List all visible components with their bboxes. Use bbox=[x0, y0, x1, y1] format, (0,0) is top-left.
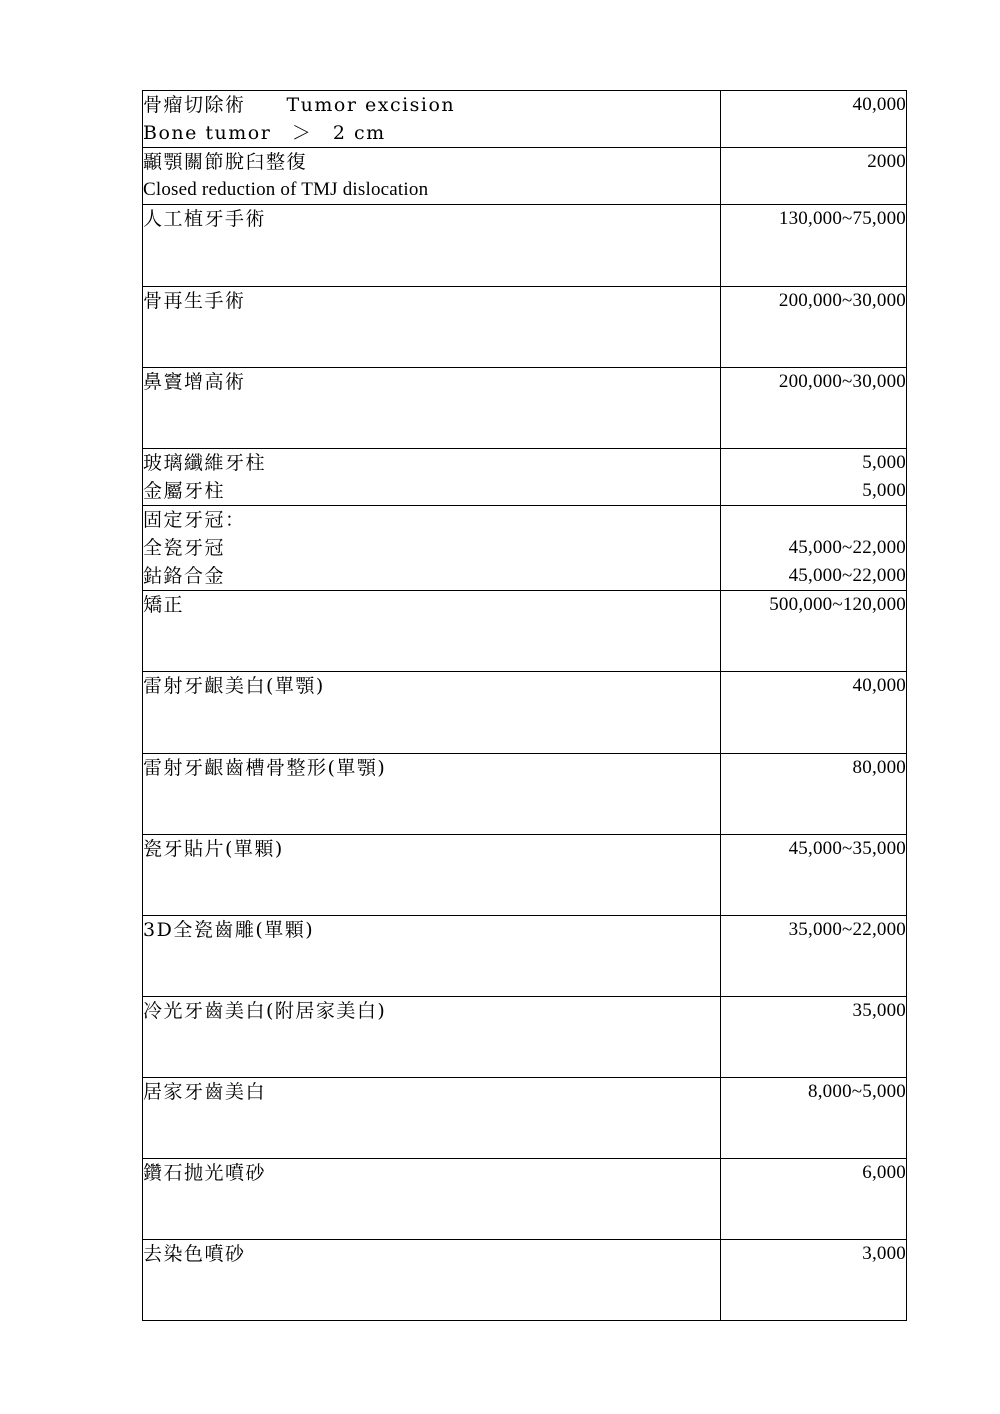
fee-price-line: 500,000~120,000 bbox=[769, 594, 906, 616]
fee-item-line: 矯正 bbox=[143, 594, 185, 617]
fee-item-line: 全瓷牙冠 bbox=[143, 537, 226, 560]
fee-item-line: 固定牙冠： bbox=[143, 508, 246, 531]
table-row bbox=[143, 834, 907, 915]
fee-price-line: 45,000~22,000 bbox=[788, 565, 906, 587]
fee-item-line: 去染色噴砂 bbox=[143, 1243, 246, 1266]
fee-item-cell bbox=[143, 148, 721, 205]
table-row bbox=[143, 1077, 907, 1158]
fee-item-line: 骨瘤切除術 Tumor excision bbox=[143, 94, 456, 116]
fee-price-cell bbox=[721, 1240, 907, 1321]
fee-item-line: 雷射牙齦美白(單顎) bbox=[143, 675, 325, 698]
fee-price-line: 40,000 bbox=[852, 675, 906, 697]
table-row bbox=[143, 448, 907, 505]
fee-price-line: 200,000~30,000 bbox=[778, 370, 906, 392]
table-row bbox=[143, 591, 907, 672]
table-row bbox=[143, 367, 907, 448]
table-row bbox=[143, 505, 907, 590]
row-spacer bbox=[143, 1106, 720, 1158]
fee-item-cell bbox=[143, 1077, 721, 1158]
fee-price-line: 3,000 bbox=[862, 1243, 906, 1265]
fee-item-cell bbox=[143, 834, 721, 915]
fee-item-line: 人工植牙手術 bbox=[143, 208, 267, 231]
fee-price-cell bbox=[721, 448, 907, 505]
row-spacer bbox=[143, 944, 720, 996]
table-row bbox=[143, 148, 907, 205]
fee-price-line: 5,000 bbox=[862, 479, 906, 501]
fee-item-line: 顳顎關節脫臼整復 bbox=[143, 151, 308, 174]
fee-price-cell bbox=[721, 834, 907, 915]
fee-item-line: 金屬牙柱 bbox=[143, 479, 226, 502]
fee-price-cell bbox=[721, 672, 907, 753]
row-spacer bbox=[143, 1187, 720, 1239]
fee-price-line: 200,000~30,000 bbox=[778, 289, 906, 311]
fee-price-cell bbox=[721, 1159, 907, 1240]
fee-price-line: 45,000~35,000 bbox=[788, 837, 906, 859]
fee-item-cell bbox=[143, 448, 721, 505]
fee-price-line: 5,000 bbox=[862, 451, 906, 473]
row-spacer bbox=[143, 1268, 720, 1320]
table-row bbox=[143, 1159, 907, 1240]
fee-item-line: 3D全瓷齒雕(單顆) bbox=[143, 918, 315, 941]
row-spacer bbox=[143, 782, 720, 834]
table-row bbox=[143, 1240, 907, 1321]
fee-item-cell bbox=[143, 505, 721, 590]
fee-price-line: 80,000 bbox=[852, 756, 906, 778]
fee-price-cell bbox=[721, 505, 907, 590]
fee-item-cell bbox=[143, 915, 721, 996]
fee-price-cell bbox=[721, 1077, 907, 1158]
fee-item-line: 鑽石抛光噴砂 bbox=[143, 1162, 267, 1185]
fee-price-line: 45,000~22,000 bbox=[788, 537, 906, 559]
fee-price-cell bbox=[721, 996, 907, 1077]
fee-item-line: 雷射牙齦齒槽骨整形(單顎) bbox=[143, 756, 387, 779]
fee-item-cell bbox=[143, 591, 721, 672]
fee-price-cell bbox=[721, 753, 907, 834]
table-row bbox=[143, 915, 907, 996]
fee-item-line: 居家牙齒美白 bbox=[143, 1080, 267, 1103]
fee-price-cell bbox=[721, 148, 907, 205]
table-row bbox=[143, 996, 907, 1077]
row-spacer bbox=[143, 396, 720, 448]
table-row bbox=[143, 91, 907, 148]
fee-item-line: 瓷牙貼片(單顆) bbox=[143, 837, 284, 860]
table-row bbox=[143, 753, 907, 834]
table-row bbox=[143, 205, 907, 286]
fee-item-line: Closed reduction of TMJ dislocation bbox=[143, 179, 429, 201]
fee-price-cell bbox=[721, 591, 907, 672]
fee-item-cell bbox=[143, 672, 721, 753]
fee-item-line: 骨再生手術 bbox=[143, 289, 246, 312]
fee-item-line: 鼻竇增高術 bbox=[143, 370, 246, 393]
fee-price-line: 130,000~75,000 bbox=[778, 208, 906, 230]
table-row bbox=[143, 672, 907, 753]
fee-price-line bbox=[721, 506, 906, 534]
row-spacer bbox=[143, 863, 720, 915]
fee-price-line: 2000 bbox=[867, 151, 906, 173]
fee-price-line: 6,000 bbox=[862, 1162, 906, 1184]
fee-price-cell bbox=[721, 367, 907, 448]
fee-price-line: 35,000 bbox=[852, 999, 906, 1021]
row-spacer bbox=[143, 1025, 720, 1077]
fee-item-cell bbox=[143, 753, 721, 834]
fee-price-cell bbox=[721, 286, 907, 367]
fee-item-line: 冷光牙齒美白(附居家美白) bbox=[143, 999, 387, 1022]
fee-item-cell bbox=[143, 91, 721, 148]
fee-item-cell bbox=[143, 1240, 721, 1321]
dental-fee-table bbox=[142, 90, 907, 1321]
row-spacer bbox=[143, 315, 720, 367]
fee-price-cell bbox=[721, 915, 907, 996]
fee-price-line: 40,000 bbox=[852, 94, 906, 115]
row-spacer bbox=[143, 619, 720, 671]
fee-item-cell bbox=[143, 286, 721, 367]
fee-item-cell bbox=[143, 205, 721, 286]
fee-price-line: 8,000~5,000 bbox=[808, 1080, 906, 1102]
fee-item-cell bbox=[143, 1159, 721, 1240]
fee-price-cell bbox=[721, 205, 907, 286]
fee-item-cell bbox=[143, 996, 721, 1077]
fee-item-line: 玻璃纖維牙柱 bbox=[143, 451, 267, 474]
row-spacer bbox=[143, 234, 720, 286]
row-spacer bbox=[143, 701, 720, 753]
fee-item-line: Bone tumor ＞ 2 cm bbox=[143, 122, 386, 145]
table-row bbox=[143, 286, 907, 367]
fee-price-line: 35,000~22,000 bbox=[788, 918, 906, 940]
fee-item-cell bbox=[143, 367, 721, 448]
fee-item-line: 鈷鉻合金 bbox=[143, 565, 226, 588]
fee-price-cell bbox=[721, 91, 907, 148]
